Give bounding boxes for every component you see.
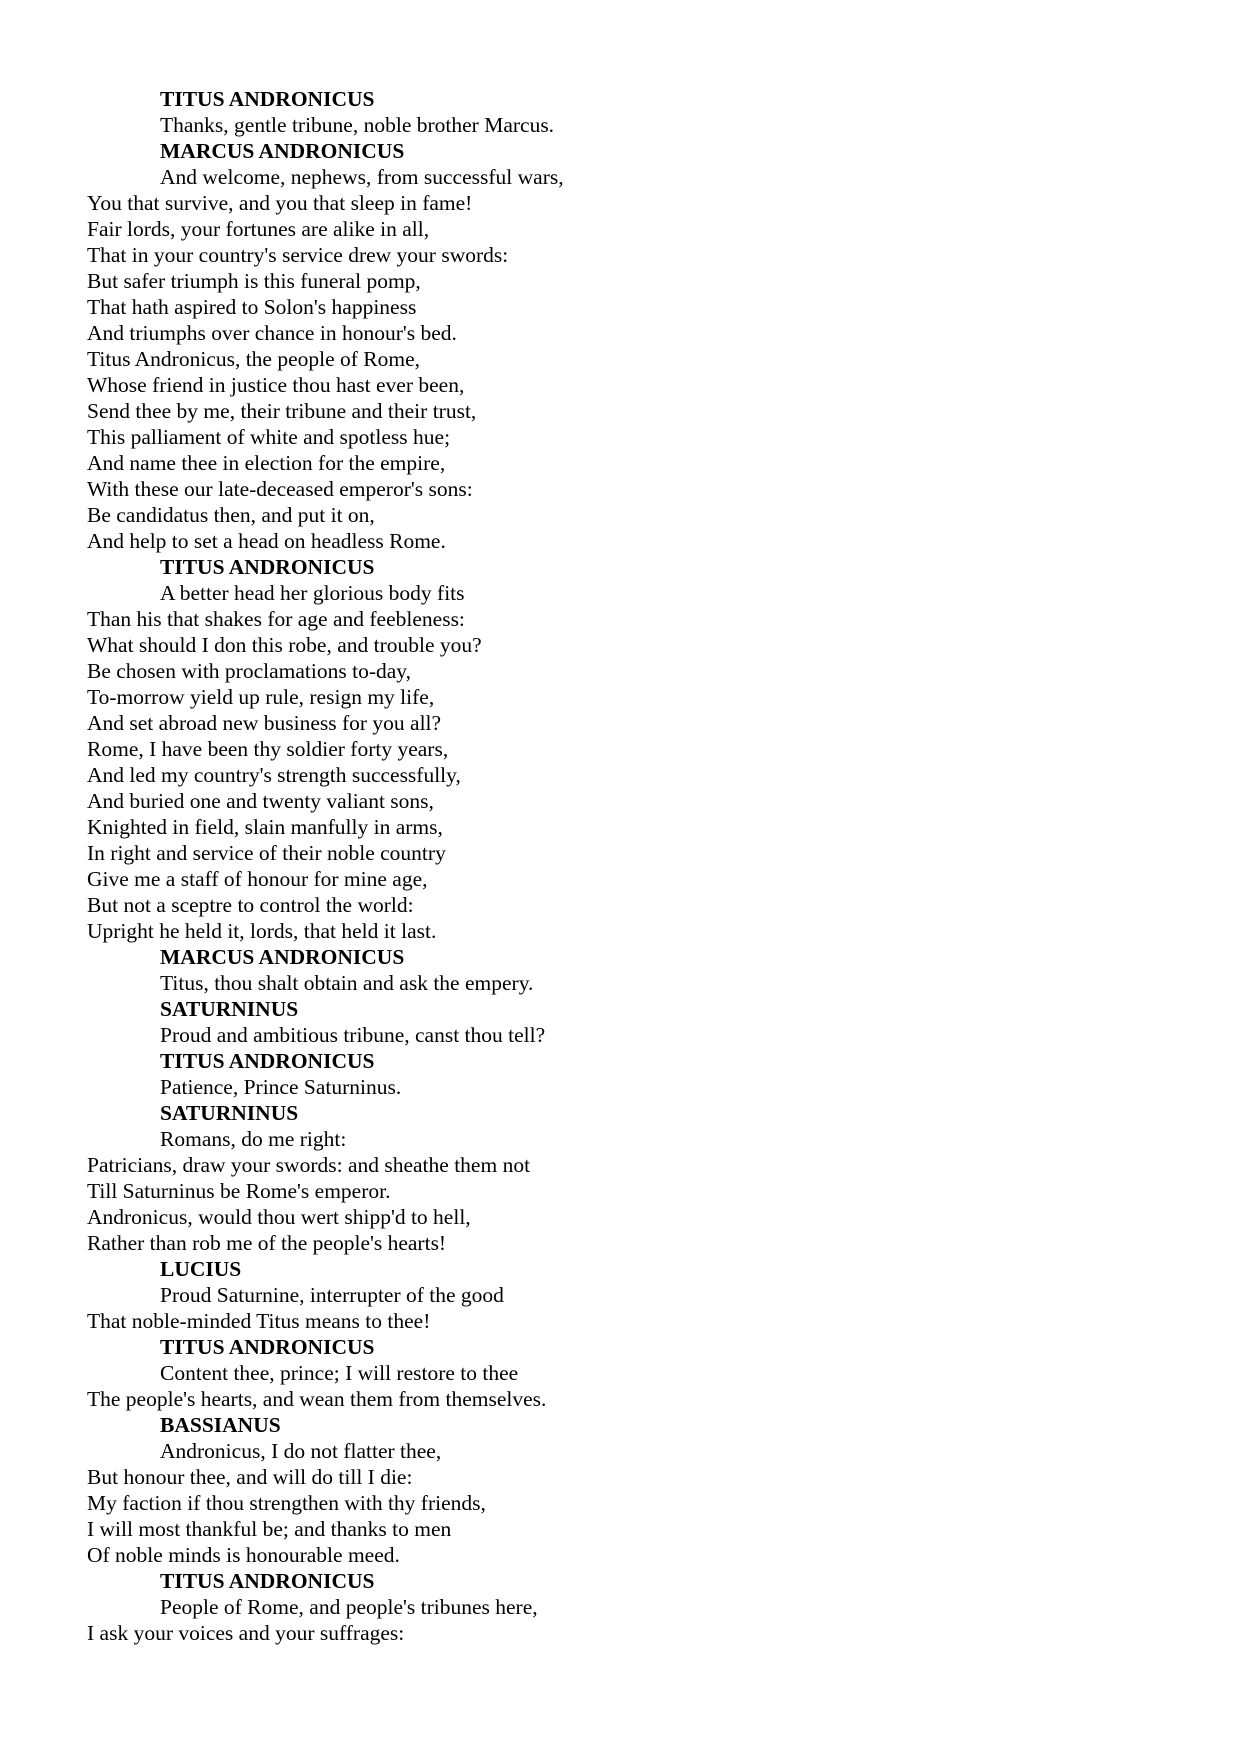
verse-line: Be candidatus then, and put it on, <box>87 503 375 527</box>
verse-line: Whose friend in justice thou hast ever been, <box>87 373 465 397</box>
verse-line: That in your country's service drew your swords: <box>87 243 509 267</box>
verse-line: And buried one and twenty valiant sons, <box>87 789 434 813</box>
speaker-name: LUCIUS <box>160 1257 242 1281</box>
verse-line: And set abroad new business for you all? <box>87 711 442 735</box>
verse-line: Rather than rob me of the people's hearts! <box>87 1231 447 1255</box>
verse-line: Be chosen with proclamations to-day, <box>87 659 412 683</box>
play-text <box>87 86 564 1646</box>
speaker-name: MARCUS ANDRONICUS <box>160 139 405 163</box>
verse-line: Thanks, gentle tribune, noble brother Marcus. <box>160 113 555 137</box>
verse-line: Of noble minds is honourable meed. <box>87 1543 400 1567</box>
speaker-name: BASSIANUS <box>160 1413 281 1437</box>
speaker-name: TITUS ANDRONICUS <box>160 1049 375 1073</box>
verse-line: This palliament of white and spotless hue; <box>87 425 451 449</box>
verse-line: That noble-minded Titus means to thee! <box>87 1309 431 1333</box>
verse-line: But honour thee, and will do till I die: <box>87 1465 413 1489</box>
speaker-name: TITUS ANDRONICUS <box>160 87 375 111</box>
verse-line: Andronicus, would thou wert shipp'd to hell, <box>87 1205 471 1229</box>
verse-line: Till Saturninus be Rome's emperor. <box>87 1179 391 1203</box>
verse-line: And led my country's strength successfully, <box>87 763 461 787</box>
verse-line: You that survive, and you that sleep in fame! <box>87 191 473 215</box>
verse-line: The people's hearts, and wean them from themselves. <box>87 1387 547 1411</box>
verse-line: And help to set a head on headless Rome. <box>87 529 446 553</box>
verse-line: Proud Saturnine, interrupter of the good <box>160 1283 504 1307</box>
verse-line: But safer triumph is this funeral pomp, <box>87 269 421 293</box>
speaker-name: SATURNINUS <box>160 997 299 1021</box>
verse-line: Patricians, draw your swords: and sheathe them not <box>87 1153 531 1177</box>
verse-line: Patience, Prince Saturninus. <box>160 1075 402 1099</box>
verse-line: A better head her glorious body fits <box>160 581 465 605</box>
verse-line: Knighted in field, slain manfully in arms, <box>87 815 443 839</box>
verse-line: And triumphs over chance in honour's bed. <box>87 321 457 345</box>
verse-line: And name thee in election for the empire, <box>87 451 446 475</box>
verse-line: Fair lords, your fortunes are alike in all, <box>87 217 430 241</box>
verse-line: Upright he held it, lords, that held it last. <box>87 919 437 943</box>
verse-line: Than his that shakes for age and feebleness: <box>87 607 465 631</box>
verse-line: Titus Andronicus, the people of Rome, <box>87 347 421 371</box>
verse-line: In right and service of their noble country <box>87 841 446 865</box>
speaker-name: TITUS ANDRONICUS <box>160 1335 375 1359</box>
verse-line: I ask your voices and your suffrages: <box>87 1621 405 1645</box>
verse-line: Send thee by me, their tribune and their trust, <box>87 399 477 423</box>
verse-line: That hath aspired to Solon's happiness <box>87 295 417 319</box>
verse-line: Andronicus, I do not flatter thee, <box>160 1439 442 1463</box>
verse-line: People of Rome, and people's tribunes here, <box>160 1595 538 1619</box>
speaker-name: MARCUS ANDRONICUS <box>160 945 405 969</box>
verse-line: To-morrow yield up rule, resign my life, <box>87 685 435 709</box>
verse-line: I will most thankful be; and thanks to men <box>87 1517 452 1541</box>
speaker-name: TITUS ANDRONICUS <box>160 555 375 579</box>
verse-line: With these our late-deceased emperor's sons: <box>87 477 473 501</box>
verse-line: Proud and ambitious tribune, canst thou tell? <box>160 1023 546 1047</box>
verse-line: But not a sceptre to control the world: <box>87 893 414 917</box>
verse-line: Content thee, prince; I will restore to thee <box>160 1361 519 1385</box>
verse-line: What should I don this robe, and trouble you? <box>87 633 482 657</box>
verse-line: Give me a staff of honour for mine age, <box>87 867 428 891</box>
verse-line: And welcome, nephews, from successful wars, <box>160 165 564 189</box>
verse-line: Titus, thou shalt obtain and ask the empery. <box>160 971 534 995</box>
speaker-name: TITUS ANDRONICUS <box>160 1569 375 1593</box>
verse-line: Rome, I have been thy soldier forty years, <box>87 737 449 761</box>
verse-line: My faction if thou strengthen with thy friends, <box>87 1491 486 1515</box>
speaker-name: SATURNINUS <box>160 1101 299 1125</box>
verse-line: Romans, do me right: <box>160 1127 347 1151</box>
